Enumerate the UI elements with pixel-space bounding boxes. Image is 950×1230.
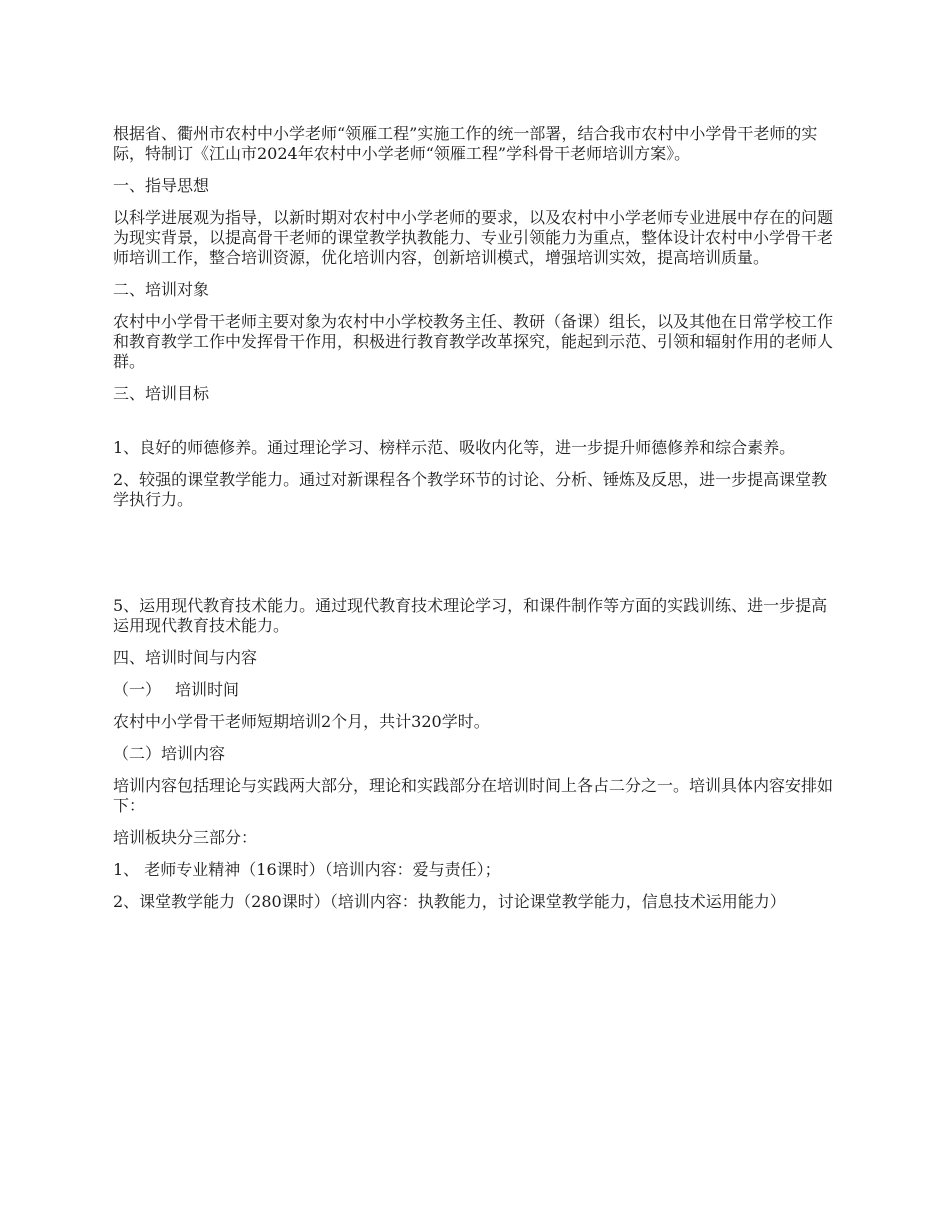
- goal-2-paragraph: 2、较强的课堂教学能力。通过对新课程各个教学环节的讨论、分析、锤炼及反思，进一步提高课堂教学执行力。: [113, 470, 828, 509]
- section-1-heading: 一、指导思想: [113, 176, 210, 195]
- subsection-1-body: 农村中小学骨干老师短期培训2个月，共计320学时。: [113, 712, 490, 731]
- subsection-1-number: （一）: [113, 680, 162, 699]
- section-1-body: 以科学进展观为指导，以新时期对农村中小学老师的要求，以及农村中小学老师专业进展中存在的问题为现实背景，以提高骨干老师的课堂教学执教能力、专业引领能力为重点，整体设计农村中小学骨干老师培训工作，整合培训资源，优化培训内容，创新培训模式，增强培训实效，提高培训质量。: [113, 208, 834, 267]
- subsection-2-body: 培训内容包括理论与实践两大部分，理论和实践部分在培训时间上各占二分之一。培训具体内容安排如下：: [113, 776, 834, 815]
- subsection-1-heading: [113, 680, 843, 700]
- goal-1-paragraph: 1、良好的师德修养。通过理论学习、榜样示范、吸收内化等，进一步提升师德修养和综合素养。: [113, 438, 796, 457]
- modules-intro: 培训板块分三部分：: [113, 828, 258, 847]
- section-4-heading: 四、培训时间与内容: [113, 648, 258, 667]
- spacer: [113, 522, 843, 596]
- section-2-heading: 二、培训对象: [113, 280, 210, 299]
- section-2-body: 农村中小学骨干老师主要对象为农村中小学校教务主任、教研（备课）组长，以及其他在日常学校工作和教育教学工作中发挥骨干作用，积极进行教育教学改革探究，能起到示范、引领和辐射作用的老师人群。: [113, 312, 834, 371]
- module-2-item: 2、课堂教学能力（280课时）（培训内容：执教能力，讨论课堂教学能力，信息技术运用能力）: [113, 892, 786, 911]
- goal-5-paragraph: 5、运用现代教育技术能力。通过现代教育技术理论学习，和课件制作等方面的实践训练、进一步提高运用现代教育技术能力。: [113, 596, 828, 635]
- intro-paragraph: 根据省、衢州市农村中小学老师“领雁工程”实施工作的统一部署，结合我市农村中小学骨干老师的实际，特制订《江山市2024年农村中小学老师“领雁工程”学科骨干老师培训方案》。: [113, 124, 818, 163]
- subsection-2-heading: （二）培训内容: [113, 744, 226, 763]
- spacer: [113, 416, 843, 438]
- subsection-1-title: 培训时间: [175, 680, 240, 699]
- module-1-item: 1、 老师专业精神（16课时）（培训内容：爱与责任）；: [113, 860, 501, 879]
- document-page: [113, 124, 843, 924]
- section-3-heading: 三、培训目标: [113, 384, 210, 403]
